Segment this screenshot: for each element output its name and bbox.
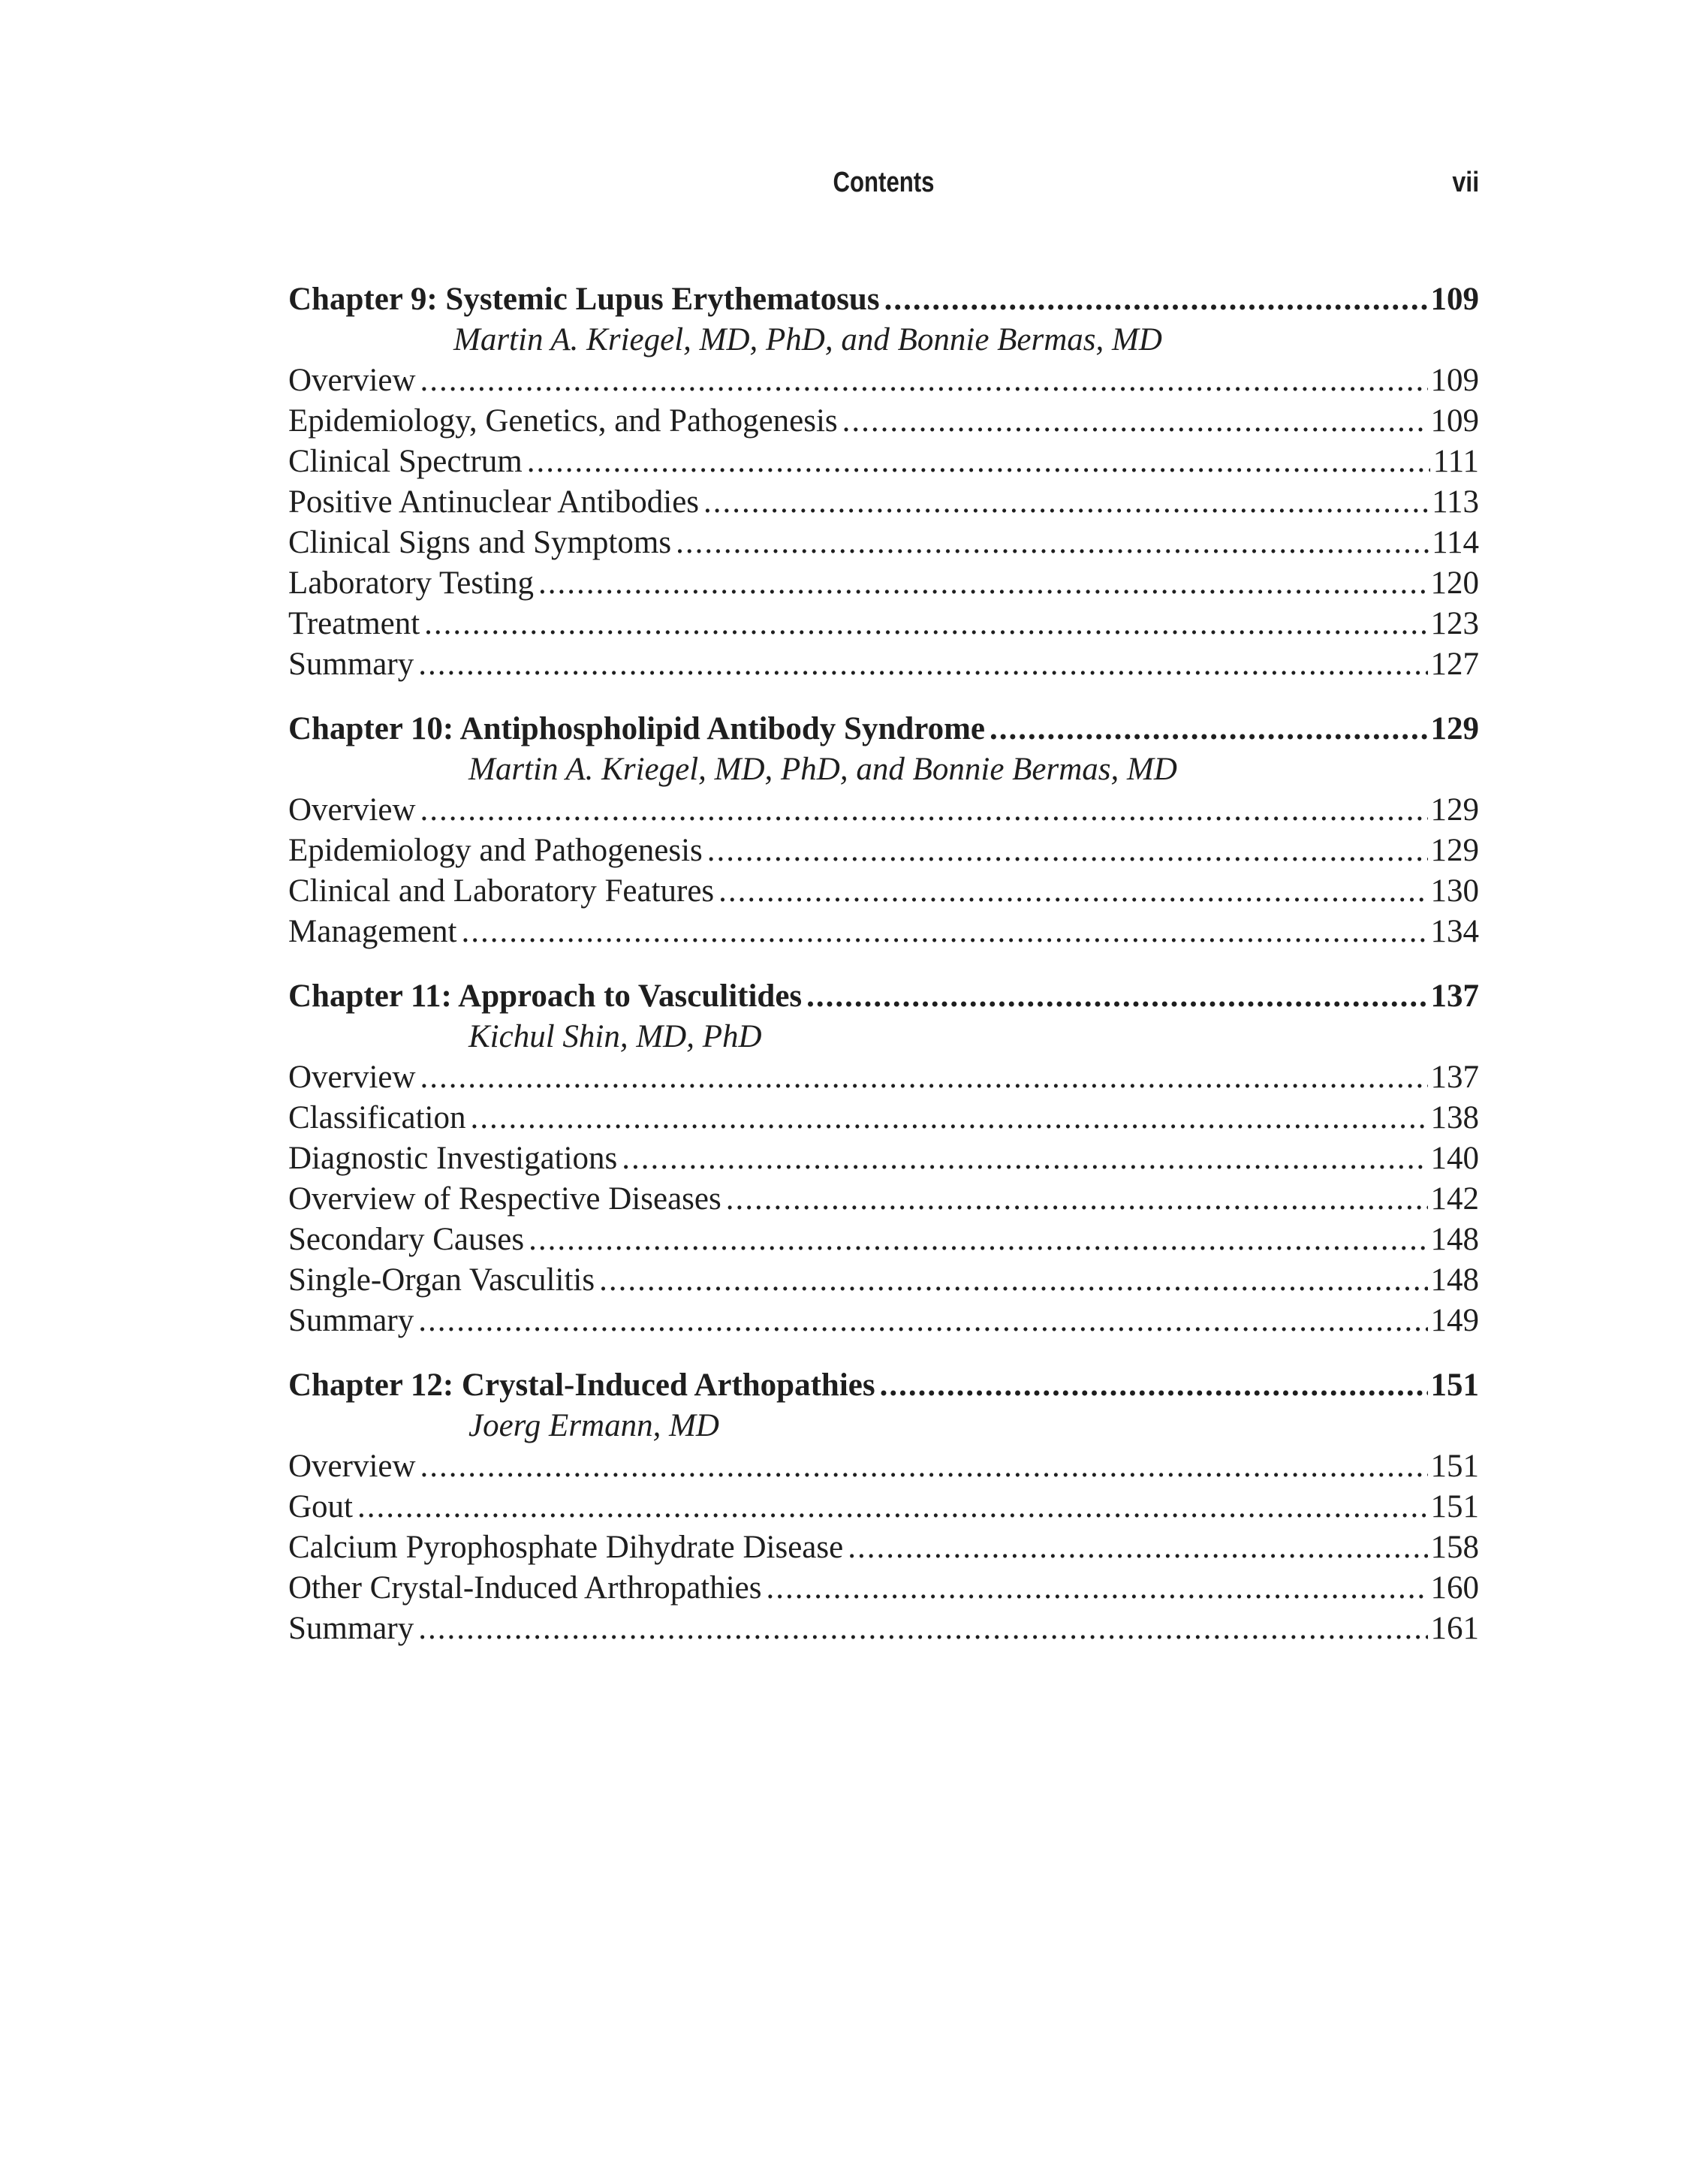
- toc-entry[interactable]: [288, 1260, 1479, 1301]
- dot-leader: [726, 1179, 1428, 1220]
- dot-leader: [842, 401, 1428, 442]
- dot-leader: [538, 563, 1428, 604]
- section-title: Clinical Signs and Symptoms: [288, 525, 672, 560]
- toc-entry[interactable]: [288, 442, 1479, 482]
- section-title: Clinical and Laboratory Features: [288, 873, 715, 909]
- section-title: Classification: [288, 1100, 466, 1135]
- section-title: Clinical Spectrum: [288, 444, 523, 479]
- toc-chapter: [288, 709, 1479, 952]
- chapter-authors: Martin A. Kriegel, MD, PhD, and Bonnie Bermas, MD: [453, 322, 1162, 357]
- section-page-number: 114: [1432, 525, 1479, 560]
- dot-leader: [420, 1446, 1428, 1487]
- section-title: Summary: [288, 1611, 414, 1646]
- toc-entry[interactable]: [288, 1098, 1479, 1138]
- toc-entry[interactable]: [288, 1568, 1479, 1609]
- section-page-number: 161: [1430, 1611, 1479, 1646]
- section-page-number: 109: [1430, 403, 1479, 439]
- toc-entry[interactable]: [288, 831, 1479, 871]
- toc-entry[interactable]: [288, 360, 1479, 401]
- section-page-number: 127: [1430, 647, 1479, 682]
- chapter-title: Chapter 12: Crystal-Induced Arthopathies: [288, 1367, 875, 1403]
- toc-entry[interactable]: [288, 1609, 1479, 1649]
- section-page-number: 140: [1430, 1141, 1479, 1176]
- section-page-number: 113: [1432, 484, 1479, 520]
- dot-leader: [884, 279, 1428, 320]
- section-page-number: 151: [1430, 1489, 1479, 1524]
- dot-leader: [707, 831, 1428, 871]
- toc-entry[interactable]: [288, 1527, 1479, 1568]
- dot-leader: [718, 871, 1427, 912]
- section-page-number: 130: [1430, 873, 1479, 909]
- dot-leader: [806, 976, 1427, 1017]
- chapter-heading[interactable]: [288, 976, 1479, 1017]
- section-title: Overview: [288, 1449, 416, 1484]
- toc-entry[interactable]: [288, 1138, 1479, 1179]
- section-title: Calcium Pyrophosphate Dihydrate Disease: [288, 1530, 844, 1565]
- chapter-heading[interactable]: [288, 709, 1479, 749]
- table-of-contents: [288, 279, 1479, 1673]
- chapter-heading[interactable]: [288, 279, 1479, 320]
- chapter-authors: Joerg Ermann, MD: [468, 1408, 719, 1443]
- toc-entry[interactable]: [288, 523, 1479, 563]
- section-page-number: 129: [1430, 792, 1479, 828]
- running-head-title: Contents: [833, 167, 935, 198]
- section-page-number: 137: [1430, 1060, 1479, 1095]
- section-page-number: 111: [1432, 444, 1479, 479]
- section-title: Summary: [288, 1303, 414, 1338]
- chapter-authors: Kichul Shin, MD, PhD: [468, 1019, 762, 1054]
- section-title: Laboratory Testing: [288, 565, 534, 601]
- section-title: Overview: [288, 792, 416, 828]
- section-title: Single-Organ Vasculitis: [288, 1262, 595, 1298]
- chapter-page-number: 109: [1430, 282, 1479, 317]
- section-page-number: 138: [1430, 1100, 1479, 1135]
- dot-leader: [527, 442, 1430, 482]
- toc-entry[interactable]: [288, 1487, 1479, 1527]
- dot-leader: [529, 1220, 1427, 1260]
- dot-leader: [418, 1301, 1427, 1341]
- dot-leader: [420, 1057, 1428, 1098]
- dot-leader: [470, 1098, 1427, 1138]
- dot-leader: [599, 1260, 1427, 1301]
- toc-chapter: [288, 976, 1479, 1341]
- toc-entry[interactable]: [288, 563, 1479, 604]
- running-head-page-number: vii: [1452, 167, 1479, 198]
- dot-leader: [622, 1138, 1427, 1179]
- chapter-page-number: 151: [1430, 1367, 1479, 1403]
- dot-leader: [424, 604, 1427, 644]
- toc-entry[interactable]: [288, 1301, 1479, 1341]
- toc-chapter: [288, 1365, 1479, 1649]
- toc-entry[interactable]: [288, 1220, 1479, 1260]
- running-head: [288, 167, 1479, 204]
- toc-entry[interactable]: [288, 1179, 1479, 1220]
- toc-chapter: [288, 279, 1479, 685]
- section-title: Positive Antinuclear Antibodies: [288, 484, 700, 520]
- toc-entry[interactable]: [288, 912, 1479, 952]
- dot-leader: [420, 360, 1428, 401]
- section-page-number: 149: [1430, 1303, 1479, 1338]
- dot-leader: [357, 1487, 1428, 1527]
- dot-leader: [420, 790, 1428, 831]
- section-page-number: 160: [1430, 1570, 1479, 1606]
- dot-leader: [848, 1527, 1427, 1568]
- section-page-number: 158: [1430, 1530, 1479, 1565]
- toc-entry[interactable]: [288, 1446, 1479, 1487]
- section-page-number: 123: [1430, 606, 1479, 641]
- section-title: Summary: [288, 647, 414, 682]
- chapter-title: Chapter 11: Approach to Vasculitides: [288, 978, 803, 1014]
- dot-leader: [767, 1568, 1428, 1609]
- section-page-number: 134: [1430, 914, 1479, 949]
- chapter-heading[interactable]: [288, 1365, 1479, 1406]
- section-page-number: 148: [1430, 1222, 1479, 1257]
- section-title: Epidemiology, Genetics, and Pathogenesis: [288, 403, 838, 439]
- toc-entry[interactable]: [288, 401, 1479, 442]
- dot-leader: [676, 523, 1429, 563]
- toc-entry[interactable]: [288, 790, 1479, 831]
- section-title: Gout: [288, 1489, 353, 1524]
- chapter-title: Chapter 10: Antiphospholipid Antibody Syndrome: [288, 711, 985, 746]
- chapter-page-number: 129: [1430, 711, 1479, 746]
- section-title: Overview: [288, 363, 416, 398]
- section-title: Overview: [288, 1060, 416, 1095]
- dot-leader: [703, 482, 1429, 523]
- toc-entry[interactable]: [288, 604, 1479, 644]
- section-page-number: 129: [1430, 833, 1479, 868]
- toc-entry[interactable]: [288, 644, 1479, 685]
- chapter-title: Chapter 9: Systemic Lupus Erythematosus: [288, 282, 880, 317]
- toc-entry[interactable]: [288, 1057, 1479, 1098]
- section-title: Overview of Respective Diseases: [288, 1181, 721, 1217]
- section-page-number: 142: [1430, 1181, 1479, 1217]
- dot-leader: [418, 644, 1427, 685]
- toc-entry[interactable]: [288, 482, 1479, 523]
- dot-leader: [461, 912, 1427, 952]
- section-title: Other Crystal-Induced Arthropathies: [288, 1570, 762, 1606]
- dot-leader: [880, 1365, 1428, 1406]
- toc-entry[interactable]: [288, 871, 1479, 912]
- section-title: Secondary Causes: [288, 1222, 525, 1257]
- section-page-number: 109: [1430, 363, 1479, 398]
- section-title: Epidemiology and Pathogenesis: [288, 833, 703, 868]
- section-title: Diagnostic Investigations: [288, 1141, 618, 1176]
- dot-leader: [990, 709, 1428, 749]
- section-page-number: 148: [1430, 1262, 1479, 1298]
- chapter-page-number: 137: [1430, 978, 1479, 1014]
- section-page-number: 151: [1430, 1449, 1479, 1484]
- section-page-number: 120: [1430, 565, 1479, 601]
- dot-leader: [418, 1609, 1427, 1649]
- chapter-authors: Martin A. Kriegel, MD, PhD, and Bonnie Bermas, MD: [468, 752, 1177, 787]
- section-title: Management: [288, 914, 457, 949]
- section-title: Treatment: [288, 606, 420, 641]
